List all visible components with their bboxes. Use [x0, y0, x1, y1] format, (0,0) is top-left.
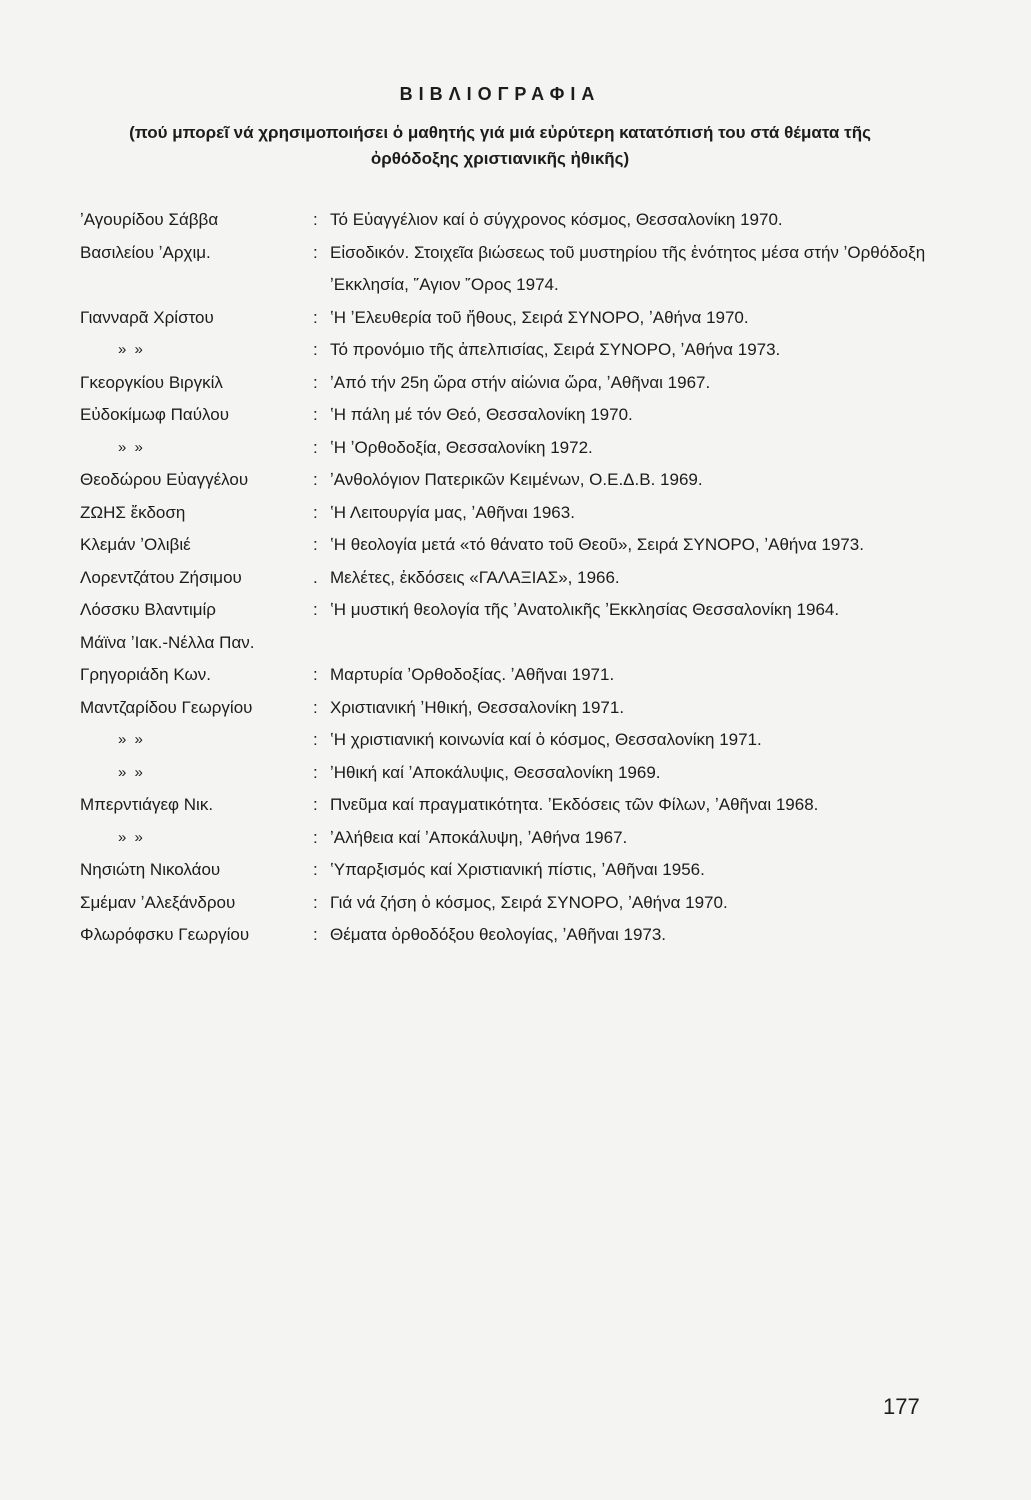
entry-author-ditto: » » — [118, 763, 145, 781]
entry-work: ʽΗ πάλη μέ τόν Θεό, Θεσσαλονίκη 1970. — [330, 405, 633, 424]
entry-work: Γιά νά ζήση ὁ κόσμος, Σειρά ΣΥΝΟΡΟ, ʼΑθήνα 1970. — [330, 892, 728, 912]
entry-author-ditto: » » — [118, 438, 145, 456]
entry-separator: : — [313, 535, 318, 554]
entry-author: Γκεοργκίου Βιργκίλ — [80, 372, 223, 392]
bibliography-entry — [80, 854, 950, 887]
bibliography-entry — [80, 204, 950, 237]
entry-separator: : — [313, 340, 318, 359]
entry-author: Σμέμαν ʼΑλεξάνδρου — [80, 892, 236, 912]
entry-work: ʽΗ χριστιανική κοινωνία καί ὁ κόσμος, Θεσσαλονίκη 1971. — [330, 730, 762, 749]
entry-work: ʽΗ ʼΟρθοδοξία, Θεσσαλονίκη 1972. — [330, 437, 593, 457]
entry-author: Γρηγοριάδη Κων. — [80, 665, 211, 684]
bibliography-entry — [80, 919, 950, 952]
entry-work: ʽΗ Λειτουργία μας, ʼΑθῆναι 1963. — [330, 502, 575, 522]
entry-author: Μπερντιάγεφ Νικ. — [80, 795, 214, 814]
entry-separator: : — [313, 730, 318, 749]
entry-work: ʽΥπαρξισμός καί Χριστιανική πίστις, ʼΑθῆναι 1956. — [330, 860, 705, 879]
entry-work: ʼΗθική καί ʼΑποκάλυψις, Θεσσαλονίκη 1969. — [330, 762, 661, 782]
bibliography-entry — [80, 497, 950, 530]
entry-author: Κλεμάν ʼΟλιβιέ — [80, 535, 191, 554]
entry-author-ditto: » » — [118, 341, 145, 358]
entry-work: ʼΑπό τήν 25η ὥρα στήν αἰώνια ὥρα, ʼΑθῆναι 1967. — [330, 372, 711, 392]
bibliography-entry — [80, 302, 950, 335]
page-number: 177 — [883, 1394, 920, 1419]
entry-author: Μάϊνα ʼΙακ.-Νέλλα Παν. — [80, 632, 255, 652]
entry-separator: : — [313, 372, 318, 392]
entry-separator: : — [313, 502, 318, 522]
entry-separator: : — [313, 470, 318, 489]
subtitle-line-2: ὀρθόδοξης χριστιανικῆς ἠθικῆς) — [370, 149, 630, 168]
entry-separator: : — [313, 600, 318, 619]
entry-work: Εἰσοδικόν. Στοιχεῖα βιώσεως τοῦ μυστηρίου τῆς ἑνότητος μέσα στήν ʼΟρθόδοξη ʼΕκκλησία, ῞Αγιον ῎Ορος 1974. — [330, 242, 926, 294]
bibliography-entry — [80, 659, 950, 692]
entry-separator: : — [313, 925, 318, 944]
bibliography-entry — [80, 887, 950, 920]
entry-work: ʽΗ ʼΕλευθερία τοῦ ἤθους, Σειρά ΣΥΝΟΡΟ, ʼΑθήνα 1970. — [330, 307, 749, 327]
bibliography-entry — [80, 367, 950, 400]
entry-author: Λορεντζάτου Ζήσιμου — [80, 567, 242, 587]
entry-work: Θέματα ὀρθοδόξου θεολογίας, ʼΑθῆναι 1973. — [330, 925, 667, 944]
bibliography-entry — [80, 399, 950, 432]
bibliography-list — [80, 204, 950, 952]
entry-work: ʼΑνθολόγιον Πατερικῶν Κειμένων, Ο.Ε.Δ.Β. 1969. — [330, 470, 703, 489]
bibliography-entry — [80, 724, 950, 757]
entry-separator: : — [313, 762, 318, 782]
entry-author: Μαντζαρίδου Γεωργίου — [80, 697, 253, 717]
entry-work: ʼΑλήθεια καί ʼΑποκάλυψη, ʼΑθήνα 1967. — [330, 827, 628, 847]
entry-separator: : — [313, 405, 318, 424]
bibliography-entry — [80, 464, 950, 497]
entry-work: Χριστιανική ʼΗθική, Θεσσαλονίκη 1971. — [330, 697, 625, 717]
entry-work: Τό Εὐαγγέλιον καί ὁ σύγχρονος κόσμος, Θεσσαλονίκη 1970. — [330, 210, 783, 229]
entry-separator: : — [313, 795, 318, 814]
bibliography-entry — [80, 594, 950, 627]
bibliography-entry — [80, 627, 950, 660]
page-subtitle — [80, 120, 920, 172]
entry-author: Γιανναρᾶ Χρίστου — [80, 307, 214, 327]
entry-separator: : — [313, 665, 318, 684]
entry-separator: : — [313, 827, 318, 847]
entry-separator: : — [313, 210, 318, 229]
entry-author: Νησιώτη Νικολάου — [80, 860, 221, 879]
bibliography-entry — [80, 529, 950, 562]
bibliography-entry — [80, 237, 950, 302]
bibliography-entry — [80, 334, 950, 367]
page-title: ΒΙΒΛΙΟΓΡΑΦΙΑ — [399, 84, 601, 104]
entry-author-ditto: » » — [118, 731, 145, 748]
entry-separator: : — [313, 860, 318, 879]
entry-work: Μελέτες, ἐκδόσεις «ΓΑΛΑΞΙΑΣ», 1966. — [330, 567, 620, 587]
bibliography-entry — [80, 822, 950, 855]
entry-separator: : — [313, 437, 318, 457]
entry-author: Εὐδοκίμωφ Παύλου — [80, 405, 230, 424]
bibliography-entry — [80, 562, 950, 595]
entry-work: Τό προνόμιο τῆς ἀπελπισίας, Σειρά ΣΥΝΟΡΟ, ʼΑθήνα 1973. — [330, 340, 781, 359]
entry-separator: : — [313, 697, 318, 717]
bibliography-entry — [80, 432, 950, 465]
bibliography-entry — [80, 757, 950, 790]
entry-author: ΖΩΗΣ ἔκδοση — [80, 502, 186, 522]
entry-work: ʽΗ μυστική θεολογία τῆς ʼΑνατολικῆς ʼΕκκλησίας Θεσσαλονίκη 1964. — [330, 600, 840, 619]
entry-work: Μαρτυρία ʼΟρθοδοξίας. ʼΑθῆναι 1971. — [330, 665, 615, 684]
entry-author: ʼΑγουρίδου Σάββα — [80, 210, 219, 229]
entry-work: ʽΗ θεολογία μετά «τό θάνατο τοῦ Θεοῦ», Σειρά ΣΥΝΟΡΟ, ʼΑθήνα 1973. — [330, 535, 864, 554]
entry-author: Φλωρόφσκυ Γεωργίου — [80, 925, 250, 944]
entry-work: Πνεῦμα καί πραγματικότητα. ʼΕκδόσεις τῶν Φίλων, ʼΑθῆναι 1968. — [330, 795, 819, 814]
bibliography-entry — [80, 692, 950, 725]
entry-separator: . — [313, 567, 318, 587]
bibliography-entry — [80, 789, 950, 822]
entry-author: Θεοδώρου Εὐαγγέλου — [80, 470, 249, 489]
entry-separator: : — [313, 892, 318, 912]
entry-author-ditto: » » — [118, 828, 145, 846]
entry-author: Λόσσκυ Βλαντιμίρ — [80, 600, 216, 619]
entry-separator: : — [313, 242, 318, 262]
entry-separator: : — [313, 307, 318, 327]
entry-author: Βασιλείου ʼΑρχιμ. — [80, 242, 211, 262]
subtitle-line-1: (πού μπορεῖ νά χρησιμοποιήσει ὁ μαθητής γιά μιά εὐρύτερη κατατόπισή του στά θέματα τῆς — [129, 123, 871, 142]
